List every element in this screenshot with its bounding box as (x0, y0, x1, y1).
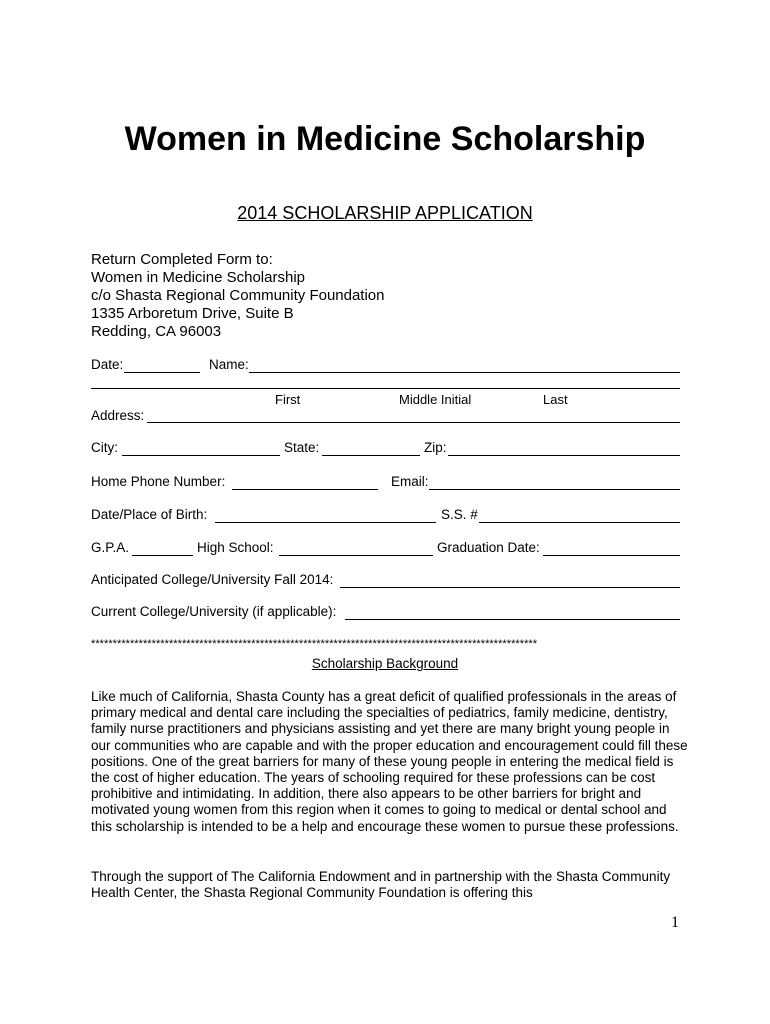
birth-field[interactable] (215, 522, 436, 523)
address-field[interactable] (147, 422, 680, 423)
email-field[interactable] (429, 489, 680, 490)
background-heading: Scholarship Background (311, 656, 459, 671)
return-line: Redding, CA 96003 (91, 323, 222, 340)
date-field[interactable] (124, 372, 200, 373)
city-field[interactable] (122, 455, 280, 456)
background-paragraph-1: Like much of California, Shasta County has a great deficit of qualified professionals in the areas of primary medical and dental care including the specialties of pediatrics, family medicine, dentistry, family nurse practitioners and physicians assisting and yet there are many bright young people in our communities who are capable and with the proper education and encouragement could fill these positions. One of the great barriers for many of these young people in entering the medical field is the cost of higher education. The years of schooling required for these professions can be cost prohibitive and intimidating. In addition, there also appears to be other barriers for bright and motivated young women from this region when it comes to going to medical or dental school and this scholarship is intended to be a help and encourage these women to pursue these professions. (91, 689, 688, 834)
return-address-block (91, 251, 385, 341)
page-number: 1 (671, 914, 679, 931)
anticipated-college-field[interactable] (340, 587, 680, 588)
current-college-label: Current College/University (if applicable): (91, 604, 337, 619)
separator-line: ******************************************************************************************************* (91, 638, 538, 650)
zip-label: Zip: (424, 440, 447, 455)
current-college-field[interactable] (345, 619, 680, 620)
graduation-date-field[interactable] (543, 555, 680, 556)
ss-label: S.S. # (441, 507, 478, 522)
address-label: Address: (91, 408, 145, 423)
return-line: Women in Medicine Scholarship (91, 269, 305, 286)
home-phone-field[interactable] (232, 489, 378, 490)
gpa-field[interactable] (132, 555, 193, 556)
name-middle-caption: Middle Initial (399, 392, 472, 407)
birth-label: Date/Place of Birth: (91, 507, 208, 522)
name-field-continuation[interactable] (91, 388, 680, 389)
return-line: 1335 Arboretum Drive, Suite B (91, 305, 294, 322)
anticipated-college-label: Anticipated College/University Fall 2014: (91, 572, 334, 587)
gpa-label: G.P.A. (91, 540, 130, 555)
home-phone-label: Home Phone Number: (91, 474, 226, 489)
state-field[interactable] (322, 455, 420, 456)
background-paragraph-2: Through the support of The California Endowment and in partnership with the Shasta Community Health Center, the Shasta Regional Community Foundation is offering this (91, 869, 671, 901)
application-subtitle: 2014 SCHOLARSHIP APPLICATION (237, 203, 533, 223)
name-label: Name: (209, 357, 249, 372)
high-school-field[interactable] (279, 555, 433, 556)
name-last-caption: Last (543, 392, 568, 407)
name-field[interactable] (249, 372, 680, 373)
date-label: Date: (91, 357, 124, 372)
state-label: State: (284, 440, 320, 455)
high-school-label: High School: (197, 540, 274, 555)
return-line: c/o Shasta Regional Community Foundation (91, 287, 385, 304)
return-line: Return Completed Form to: (91, 251, 273, 268)
name-first-caption: First (275, 392, 301, 407)
email-label: Email: (391, 474, 429, 489)
zip-field[interactable] (448, 455, 680, 456)
graduation-date-label: Graduation Date: (437, 540, 540, 555)
document-title: Women in Medicine Scholarship (124, 120, 646, 158)
ss-field[interactable] (479, 522, 680, 523)
city-label: City: (91, 440, 118, 455)
